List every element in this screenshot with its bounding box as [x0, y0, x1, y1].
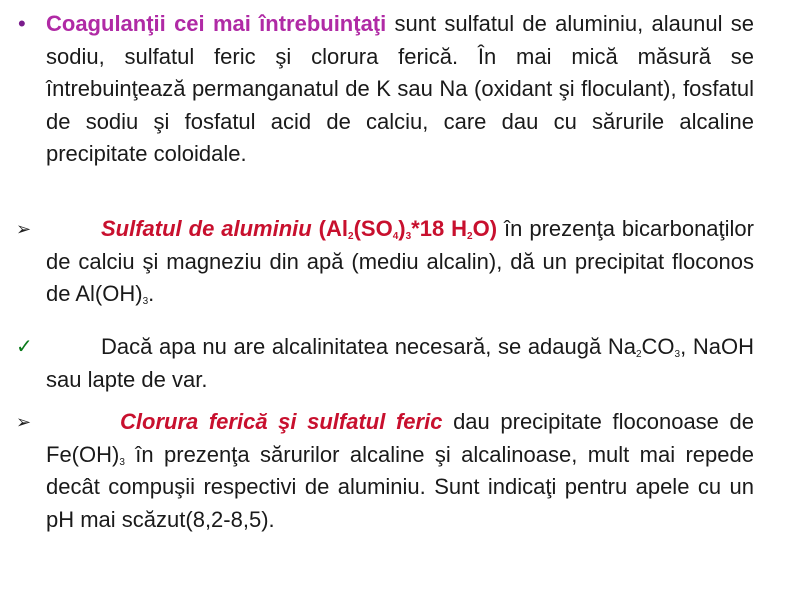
paragraph-alkalinity	[16, 331, 754, 396]
coagulants-text: sunt sulfatul de aluminiu, alaunul se sodiu, sulfatul feric şi clorura ferică. În mai mică măsură se întrebuinţează permanganatul de K sau Na (oxidant şi floculant), fosfatul de sodiu şi fosfatul acid de calciu, care dau cu sărurile alcaline precipitate coloidale.	[46, 11, 754, 166]
arrow-bullet-icon-2: ➢	[16, 412, 32, 432]
ferric-chloride-lead: Clorura ferică şi sulfatul feric	[120, 409, 443, 434]
arrow-bullet-icon: ➢	[16, 219, 32, 239]
paragraph-coagulants	[18, 8, 754, 171]
aluminium-sulfate-lead: Sulfatul de aluminiu	[101, 216, 312, 241]
aluminium-sulfate-formula: ($Al_2(SO_4)_3*18$ $H_2O$)	[311, 216, 498, 242]
aluminium-sulfate-text: în prezenţa bicarbonaţilor de calciu şi magneziu din apă (mediu alcalin), dă un precipitat floconos de Al(OH)	[46, 216, 754, 306]
checkmark-bullet-icon: ✓	[16, 336, 33, 358]
ferric-chloride-text: dau precipitate floconoase de $Fe(OH)_3$ în prezenţa sărurilor alcaline şi alcalinoase, mult mai repede decât compuşii respectivi de aluminiu. Sunt indicaţi pentru apele cu un pH mai scăzut(8,2-8,5).	[46, 409, 755, 532]
paragraph-ferric-chloride	[16, 406, 755, 536]
paragraph-aluminium-sulfate: ➢ Sulfatul de aluminiu ($Al_2(SO_4)_3*18$ $H_2O$) în prezenţa bicarbonaţilor de calciu şi magneziu din apă (mediu alcalin), dă un precipitat floconos de $Al(OH)_3$.	[46, 213, 754, 311]
alkalinity-text: Dacă apa nu are alcalinitatea necesară, se adaugă $Na_2CO_3$, NaOH sau lapte de var.	[46, 334, 754, 392]
bullet-dot-icon: •	[18, 11, 26, 36]
coagulants-lead: Coagulanţii cei mai întrebuinţaţi	[46, 11, 387, 36]
